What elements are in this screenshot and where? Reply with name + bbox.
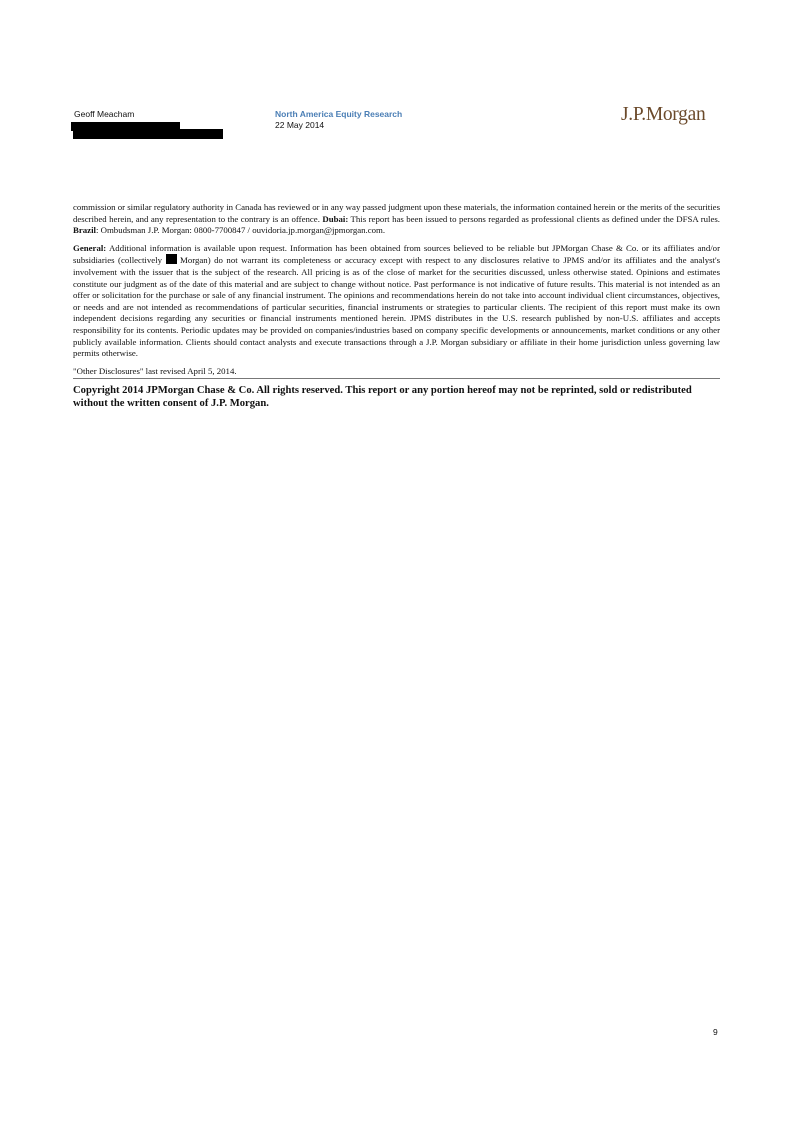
paragraph-text: Morgan) do not warrant its completeness or accuracy except with respect to any disclosures relative to JPMS and/or its affiliates and the analyst's involvement with the issuer that is the subject of the research. All pricing is as of the close of market for the securities discussed, unless otherwise stated. Opinions and estimates constitute our judgment as of the date of this material and are subject to change without notice. Past performance is not indicative of future results. This material is not intended as an offer or solicitation for the purchase or sale of any financial instrument. The opinions and recommendations herein do not take into account individual client circumstances, objectives, or needs and are not intended as recommendations of particular securities, financial instruments or strategies to particular clients. The recipient of this report must make its own independent decisions regarding any securities or financial instruments mentioned herein. JPMS distributes in the U.S. research published by non-U.S. affiliates and accepts responsibility for its contents. Periodic updates may be provided on companies/industries based on company specific developments or announcements, market conditions or any other publicly available information. Clients should contact analysts and execute transactions through a J.P. Morgan subsidiary or affiliate in their home jurisdiction unless governing law permits otherwise. <box>73 255 720 359</box>
general-label: General: <box>73 242 107 253</box>
brazil-label: Brazil <box>73 225 96 236</box>
general-disclosure-paragraph <box>73 243 720 360</box>
paragraph-text: commission or similar regulatory authority in Canada has reviewed or in any way passed judgment upon these materials, the information contained herein or the merits of the securities described herein, and any representation to the contrary is an offence. <box>73 202 720 224</box>
redaction-bar <box>166 254 177 264</box>
copyright-notice: Copyright 2014 JPMorgan Chase & Co. All rights reserved. This report or any portion hereof may not be reprinted, sold or redistributed without the written consent of J.P. Morgan. <box>73 385 692 409</box>
page-number: 9 <box>713 1027 718 1037</box>
research-title: North America Equity Research <box>275 109 403 119</box>
report-date: 22 May 2014 <box>275 120 325 130</box>
page-header <box>0 0 793 160</box>
paragraph-text: This report has been issued to persons regarded as professional clients as defined under the DFSA rules. <box>348 213 721 224</box>
dubai-label: Dubai: <box>322 213 349 224</box>
regional-disclosure-paragraph <box>73 202 720 237</box>
revision-note: "Other Disclosures" last revised April 5, 2014. <box>73 366 720 380</box>
paragraph-text: Additional information is available upon request. Information has been obtained from sources believed to be reliable but JPMorgan Chase & Co. or its affiliates and/or subsidiaries (collectively <box>73 242 720 266</box>
analyst-name: Geoff Meacham <box>74 109 135 119</box>
disclosures-content <box>73 202 720 410</box>
paragraph-text: : Ombudsman J.P. Morgan: 0800-7700847 / ouvidoria.jp.morgan@jpmorgan.com. <box>95 225 386 236</box>
redaction-bar <box>73 129 223 139</box>
jpmorgan-logo: J.P.Morgan <box>621 104 706 125</box>
